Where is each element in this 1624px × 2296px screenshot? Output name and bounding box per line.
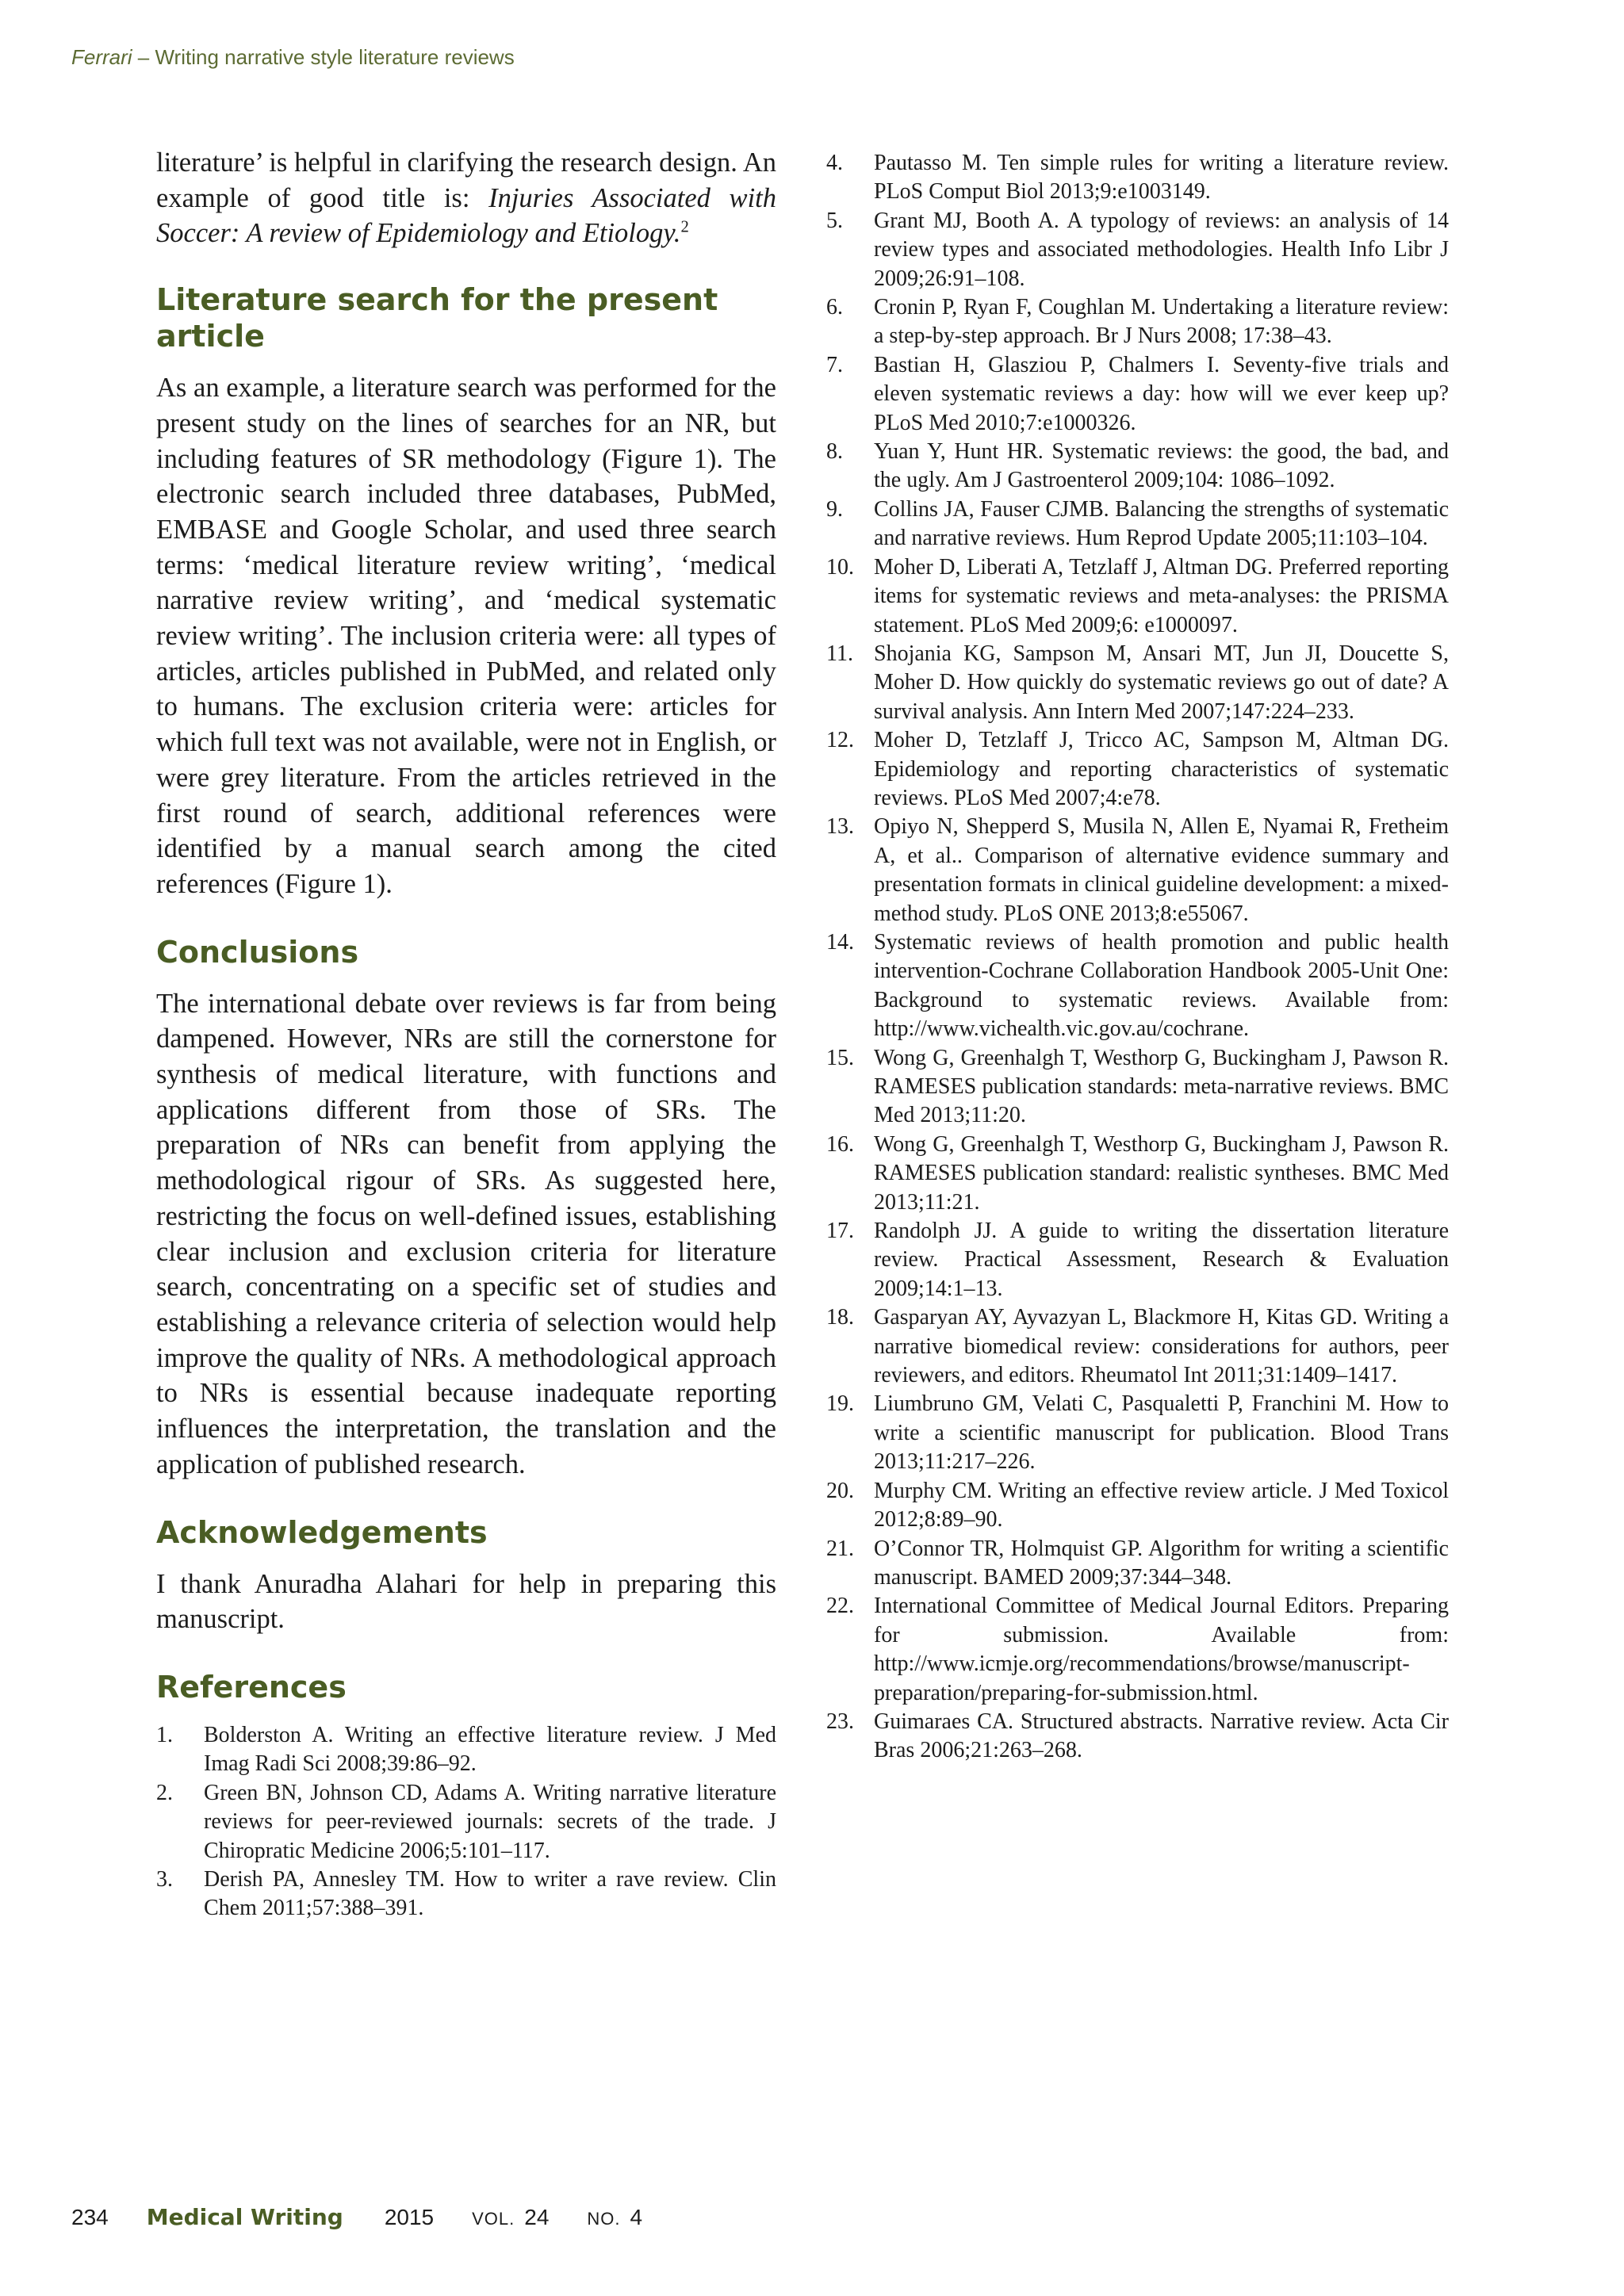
reference-number: 8. [826,439,843,465]
reference-number: 10. [826,554,854,580]
heading-conclusions: Conclusions [156,934,359,970]
reference-number: 18. [826,1305,854,1330]
reference-item [826,149,1449,207]
publication-year: 2015 [384,2205,435,2229]
references-list-right [826,149,1449,1766]
intro-paragraph [156,145,776,251]
reference-text: Liumbruno GM, Velati C, Pasqualetti P, Franchini M. How to write a scientific manuscript for publication. Blood Trans 2013;11:217–226. [874,1391,1449,1475]
reference-item [156,1866,776,1923]
reference-item [826,553,1449,640]
reference-text: Cronin P, Ryan F, Coughlan M. Undertaking a literature review: a step-by-step approach. Br J Nurs 2008; 17:38–43. [874,295,1449,349]
example-title: Injuries Associated with Soccer: A review of Epidemiology and Etiology. [156,182,776,249]
reference-text: Opiyo N, Shepperd S, Musila N, Allen E, Nyamai R, Fretheim A, et al.. Comparison of alternative evidence summary and presentation formats in clinical guideline development: a mixed-method study. PLoS ONE 2013;8:e55067. [874,814,1449,926]
reference-text: Moher D, Tetzlaff J, Tricco AC, Sampson M, Altman DG. Epidemiology and reporting characteristics of systematic reviews. PLoS Med 2007;4:e78. [874,728,1449,810]
reference-text: Shojania KG, Sampson M, Ansari MT, Jun JI, Doucette S, Moher D. How quickly do systematic reviews go out of date? A survival analysis. Ann Intern Med 2007;147:224–233. [874,641,1449,724]
citation-superscript: 2 [680,218,689,236]
reference-number: 17. [826,1219,854,1244]
running-head [71,45,515,70]
reference-item [826,293,1449,351]
reference-number: 5. [826,208,843,233]
reference-text: Moher D, Liberati A, Tetzlaff J, Altman DG. Preferred reporting items for systematic reviews and meta-analyses: the PRISMA statement. PLoS Med 2009;6: e1000097. [874,554,1449,637]
literature-search-body: As an example, a literature search was performed for the present study on the lines of searches for an NR, but including features of SR methodology (Figure 1). The electronic search included three databases, PubMed, EMBASE and Google Scholar, and used three search terms: ‘medical literature review writing’, ‘medical narrative review writing’, and ‘medical systematic review writing’. The inclusion criteria were: all types of articles, articles published in PubMed, and related only to humans. The exclusion criteria were: articles for which full text was not available, were not in English, or were grey literature. From the articles retrieved in the first round of search, additional references were identified by a manual search among the cited references (Figure 1). [156,373,776,899]
reference-text: Grant MJ, Booth A. A typology of reviews: an analysis of 14 review types and associated methodologies. Health Info Libr J 2009;26:91–108. [874,208,1449,291]
reference-number: 22. [826,1594,854,1619]
reference-number: 23. [826,1709,854,1734]
reference-number: 7. [826,352,843,377]
reference-text: Wong G, Greenhalgh T, Westhorp G, Buckingham J, Pawson R. RAMESES publication standards: meta-narrative reviews. BMC Med 2013;11:20. [874,1045,1449,1128]
page-footer [71,2204,642,2230]
reference-text: Yuan Y, Hunt HR. Systematic reviews: the good, the bad, and the ugly. Am J Gastroenterol 2009;104: 1086–1092. [874,439,1449,493]
conclusions-body: The international debate over reviews is far from being dampened. However, NRs are still the cornerstone for synthesis of medical literature, with functions and applications different from those of SRs. The preparation of NRs can benefit from applying the methodological rigour of SRs. As suggested here, restricting the focus on well-defined issues, establishing clear inclusion and exclusion criteria for literature search, concentrating on a specific set of studies and establishing a relevance criteria of selection would help improve the quality of NRs. A methodological approach to NRs is essential because inadequate reporting influences the interpretation, the translation and the application of published research. [156,988,776,1479]
heading-references: References [156,1669,347,1705]
volume-label: VOL. [472,2209,515,2229]
reference-text: Collins JA, Fauser CJMB. Balancing the strengths of systematic and narrative reviews. Hum Reprod Update 2005;11:103–104. [874,496,1449,551]
reference-item [826,813,1449,928]
reference-number: 20. [826,1478,854,1503]
reference-item [826,1131,1449,1217]
reference-item [826,1303,1449,1390]
journal-name: Medical Writing [146,2204,343,2230]
reference-text: O’Connor TR, Holmquist GP. Algorithm for writing a scientific manuscript. BAMED 2009;37:344–348. [874,1536,1449,1590]
page-number: 234 [71,2205,109,2229]
reference-number: 1. [156,1722,173,1747]
reference-text: Gasparyan AY, Ayvazyan L, Blackmore H, Kitas GD. Writing a narrative biomedical review: considerations for authors, peer reviewers, and editors. Rheumatol Int 2011;31:1409–1417. [874,1305,1449,1388]
reference-item [826,928,1449,1044]
reference-number: 16. [826,1131,854,1157]
reference-text: Systematic reviews of health promotion and public health intervention-Cochrane Collaboration Handbook 2005-Unit One: Background to systematic reviews. Available from: http://www.vichealth.vic.gov.au/cochrane. [874,929,1449,1042]
reference-number: 9. [826,496,843,522]
reference-number: 3. [156,1866,173,1892]
reference-number: 11. [826,641,853,666]
reference-item [826,496,1449,553]
reference-number: 19. [826,1391,854,1417]
reference-text: Pautasso M. Ten simple rules for writing a literature review. PLoS Comput Biol 2013;9:e1003149. [874,151,1449,205]
reference-item [826,1535,1449,1593]
reference-number: 15. [826,1045,854,1070]
reference-number: 2. [156,1780,173,1805]
running-head-author: Ferrari [71,45,132,69]
reference-item [826,640,1449,726]
acknowledgements-body: I thank Anuradha Alahari for help in preparing this manuscript. [156,1568,776,1635]
reference-text: Guimaraes CA. Structured abstracts. Narrative review. Acta Cir Bras 2006;21:263–268. [874,1709,1449,1763]
reference-number: 14. [826,929,854,955]
issue-number: 4 [630,2205,643,2229]
reference-number: 12. [826,728,854,753]
reference-item [826,726,1449,813]
reference-text: Green BN, Johnson CD, Adams A. Writing narrative literature reviews for peer-reviewed journals: secrets of the trade. J Chiropratic Medicine 2006;5:101–117. [204,1780,776,1863]
reference-number: 13. [826,814,854,840]
reference-item [826,1217,1449,1303]
reference-item [156,1721,776,1779]
reference-item [826,1708,1449,1766]
reference-text: Murphy CM. Writing an effective review article. J Med Toxicol 2012;8:89–90. [874,1478,1449,1533]
volume-number: 24 [524,2205,550,2229]
reference-number: 4. [826,151,843,175]
reference-text: Randolph JJ. A guide to writing the dissertation literature review. Practical Assessment, Research & Evaluation 2009;14:1–13. [874,1219,1449,1301]
left-column [156,145,776,1923]
reference-item [826,351,1449,438]
reference-item [826,1390,1449,1476]
reference-item [826,1477,1449,1535]
reference-item [826,1592,1449,1708]
reference-text: Derish PA, Annesley TM. How to writer a rave review. Clin Chem 2011;57:388–391. [204,1866,776,1921]
reference-number: 6. [826,295,843,320]
running-head-title: Writing narrative style literature reviews [155,45,515,69]
reference-text: Bolderston A. Writing an effective literature review. J Med Imag Radi Sci 2008;39:86–92. [204,1722,776,1777]
heading-acknowledgements: Acknowledgements [156,1514,488,1550]
reference-item [826,1044,1449,1131]
right-column [826,149,1449,1766]
intro-text: literature’ is helpful in clarifying the research design. An example of good title is: [156,147,776,213]
reference-text: International Committee of Medical Journal Editors. Preparing for submission. Available from: http://www.icmje.org/recommendations/browse/manuscript-preparation/preparing-for-submission.html. [874,1594,1449,1705]
reference-text: Bastian H, Glasziou P, Chalmers I. Seventy-five trials and eleven systematic reviews a day: how will we ever keep up? PLoS Med 2010;7:e1000326. [874,352,1449,435]
running-head-separator: – [132,45,155,69]
reference-item [156,1779,776,1866]
reference-item [826,207,1449,293]
reference-item [826,438,1449,496]
issue-label: NO. [587,2209,621,2229]
heading-literature-search: Literature search for the present article [156,282,718,354]
references-list-left [156,1721,776,1923]
reference-text: Wong G, Greenhalgh T, Westhorp G, Buckingham J, Pawson R. RAMESES publication standard: realistic syntheses. BMC Med 2013;11:21. [874,1131,1449,1215]
reference-number: 21. [826,1536,854,1561]
